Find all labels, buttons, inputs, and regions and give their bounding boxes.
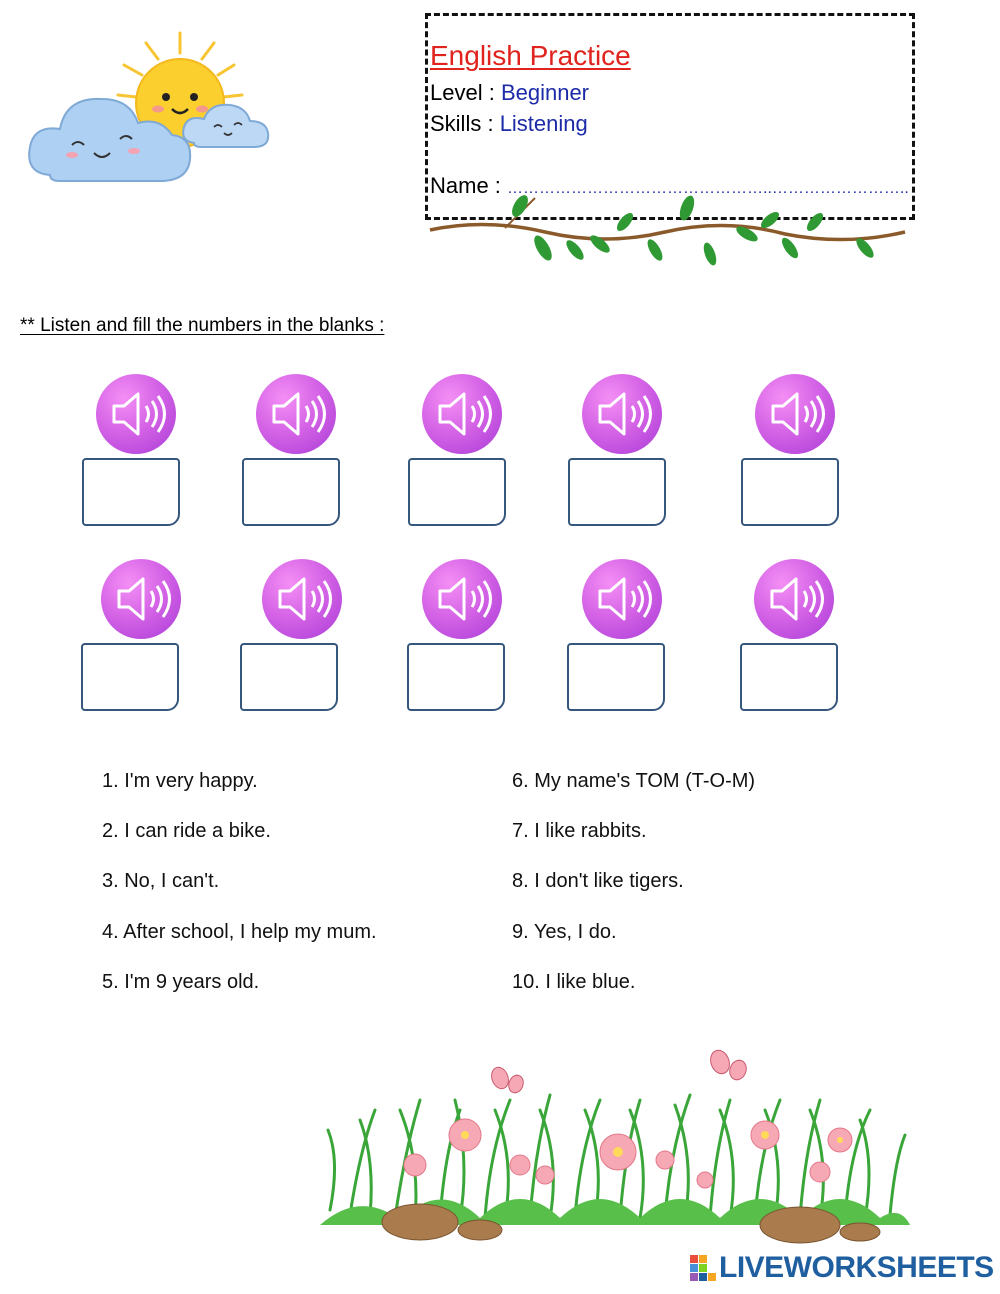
- answer-box[interactable]: [567, 643, 665, 711]
- instruction-text: ** Listen and fill the numbers in the blanks :: [20, 315, 385, 336]
- level-line: [430, 80, 589, 106]
- sentence-8: 8. I don't like tigers.: [512, 870, 684, 892]
- sentence-4: 4. After school, I help my mum.: [102, 921, 377, 943]
- answer-box[interactable]: [408, 458, 506, 526]
- speaker-icon: [96, 374, 176, 454]
- answer-box[interactable]: [407, 643, 505, 711]
- answer-box[interactable]: [81, 643, 179, 711]
- play-audio-button[interactable]: [755, 374, 835, 454]
- play-audio-button[interactable]: [262, 559, 342, 639]
- play-audio-button[interactable]: [582, 374, 662, 454]
- audio-cell: [242, 374, 352, 534]
- answer-box[interactable]: [568, 458, 666, 526]
- skills-line: [430, 111, 588, 137]
- play-audio-button[interactable]: [256, 374, 336, 454]
- liveworksheets-logo-icon: [690, 1255, 716, 1281]
- answer-box[interactable]: [740, 643, 838, 711]
- brand-text: LIVEWORKSHEETS: [719, 1251, 994, 1284]
- audio-cell: [407, 559, 517, 719]
- sentence-10: 10. I like blue.: [512, 971, 636, 993]
- audio-cell: [82, 374, 192, 534]
- speaker-icon: [101, 559, 181, 639]
- speaker-icon: [256, 374, 336, 454]
- audio-cell: [741, 374, 851, 534]
- audio-cell: [240, 559, 350, 719]
- play-audio-button[interactable]: [754, 559, 834, 639]
- sentence-7: 7. I like rabbits.: [512, 820, 647, 842]
- name-label: Name :: [430, 173, 508, 198]
- skills-value: Listening: [499, 111, 588, 136]
- level-label: Level :: [430, 80, 501, 105]
- audio-cell: [81, 559, 191, 719]
- sentence-5: 5. I'm 9 years old.: [102, 971, 260, 993]
- speaker-icon: [582, 374, 662, 454]
- skills-label: Skills :: [430, 111, 500, 136]
- sun-and-clouds-illustration: [20, 25, 280, 195]
- speaker-icon: [262, 559, 342, 639]
- speaker-icon: [422, 374, 502, 454]
- answer-box[interactable]: [82, 458, 180, 526]
- name-blank[interactable]: …………………………………………..……………………..: [507, 180, 909, 197]
- answer-box[interactable]: [240, 643, 338, 711]
- play-audio-button[interactable]: [422, 374, 502, 454]
- speaker-icon: [422, 559, 502, 639]
- audio-cell: [740, 559, 850, 719]
- speaker-icon: [755, 374, 835, 454]
- sentence-2: 2. I can ride a bike.: [102, 820, 271, 842]
- play-audio-button[interactable]: [101, 559, 181, 639]
- liveworksheets-brand: [690, 1250, 994, 1286]
- vine-decoration: [425, 188, 915, 268]
- answer-box[interactable]: [242, 458, 340, 526]
- answer-box[interactable]: [741, 458, 839, 526]
- play-audio-button[interactable]: [422, 559, 502, 639]
- sentence-6: 6. My name's TOM (T-O-M): [512, 770, 756, 792]
- speaker-icon: [754, 559, 834, 639]
- worksheet-title: English Practice: [430, 40, 631, 71]
- audio-cell: [568, 374, 678, 534]
- speaker-icon: [582, 559, 662, 639]
- sentence-1: 1. I'm very happy.: [102, 770, 258, 792]
- audio-cell: [567, 559, 677, 719]
- grass-flowers-illustration: [320, 1040, 910, 1250]
- level-value: Beginner: [500, 80, 590, 105]
- sentence-3: 3. No, I can't.: [102, 870, 220, 892]
- sentence-9: 9. Yes, I do.: [512, 921, 617, 943]
- play-audio-button[interactable]: [582, 559, 662, 639]
- audio-cell: [408, 374, 518, 534]
- play-audio-button[interactable]: [96, 374, 176, 454]
